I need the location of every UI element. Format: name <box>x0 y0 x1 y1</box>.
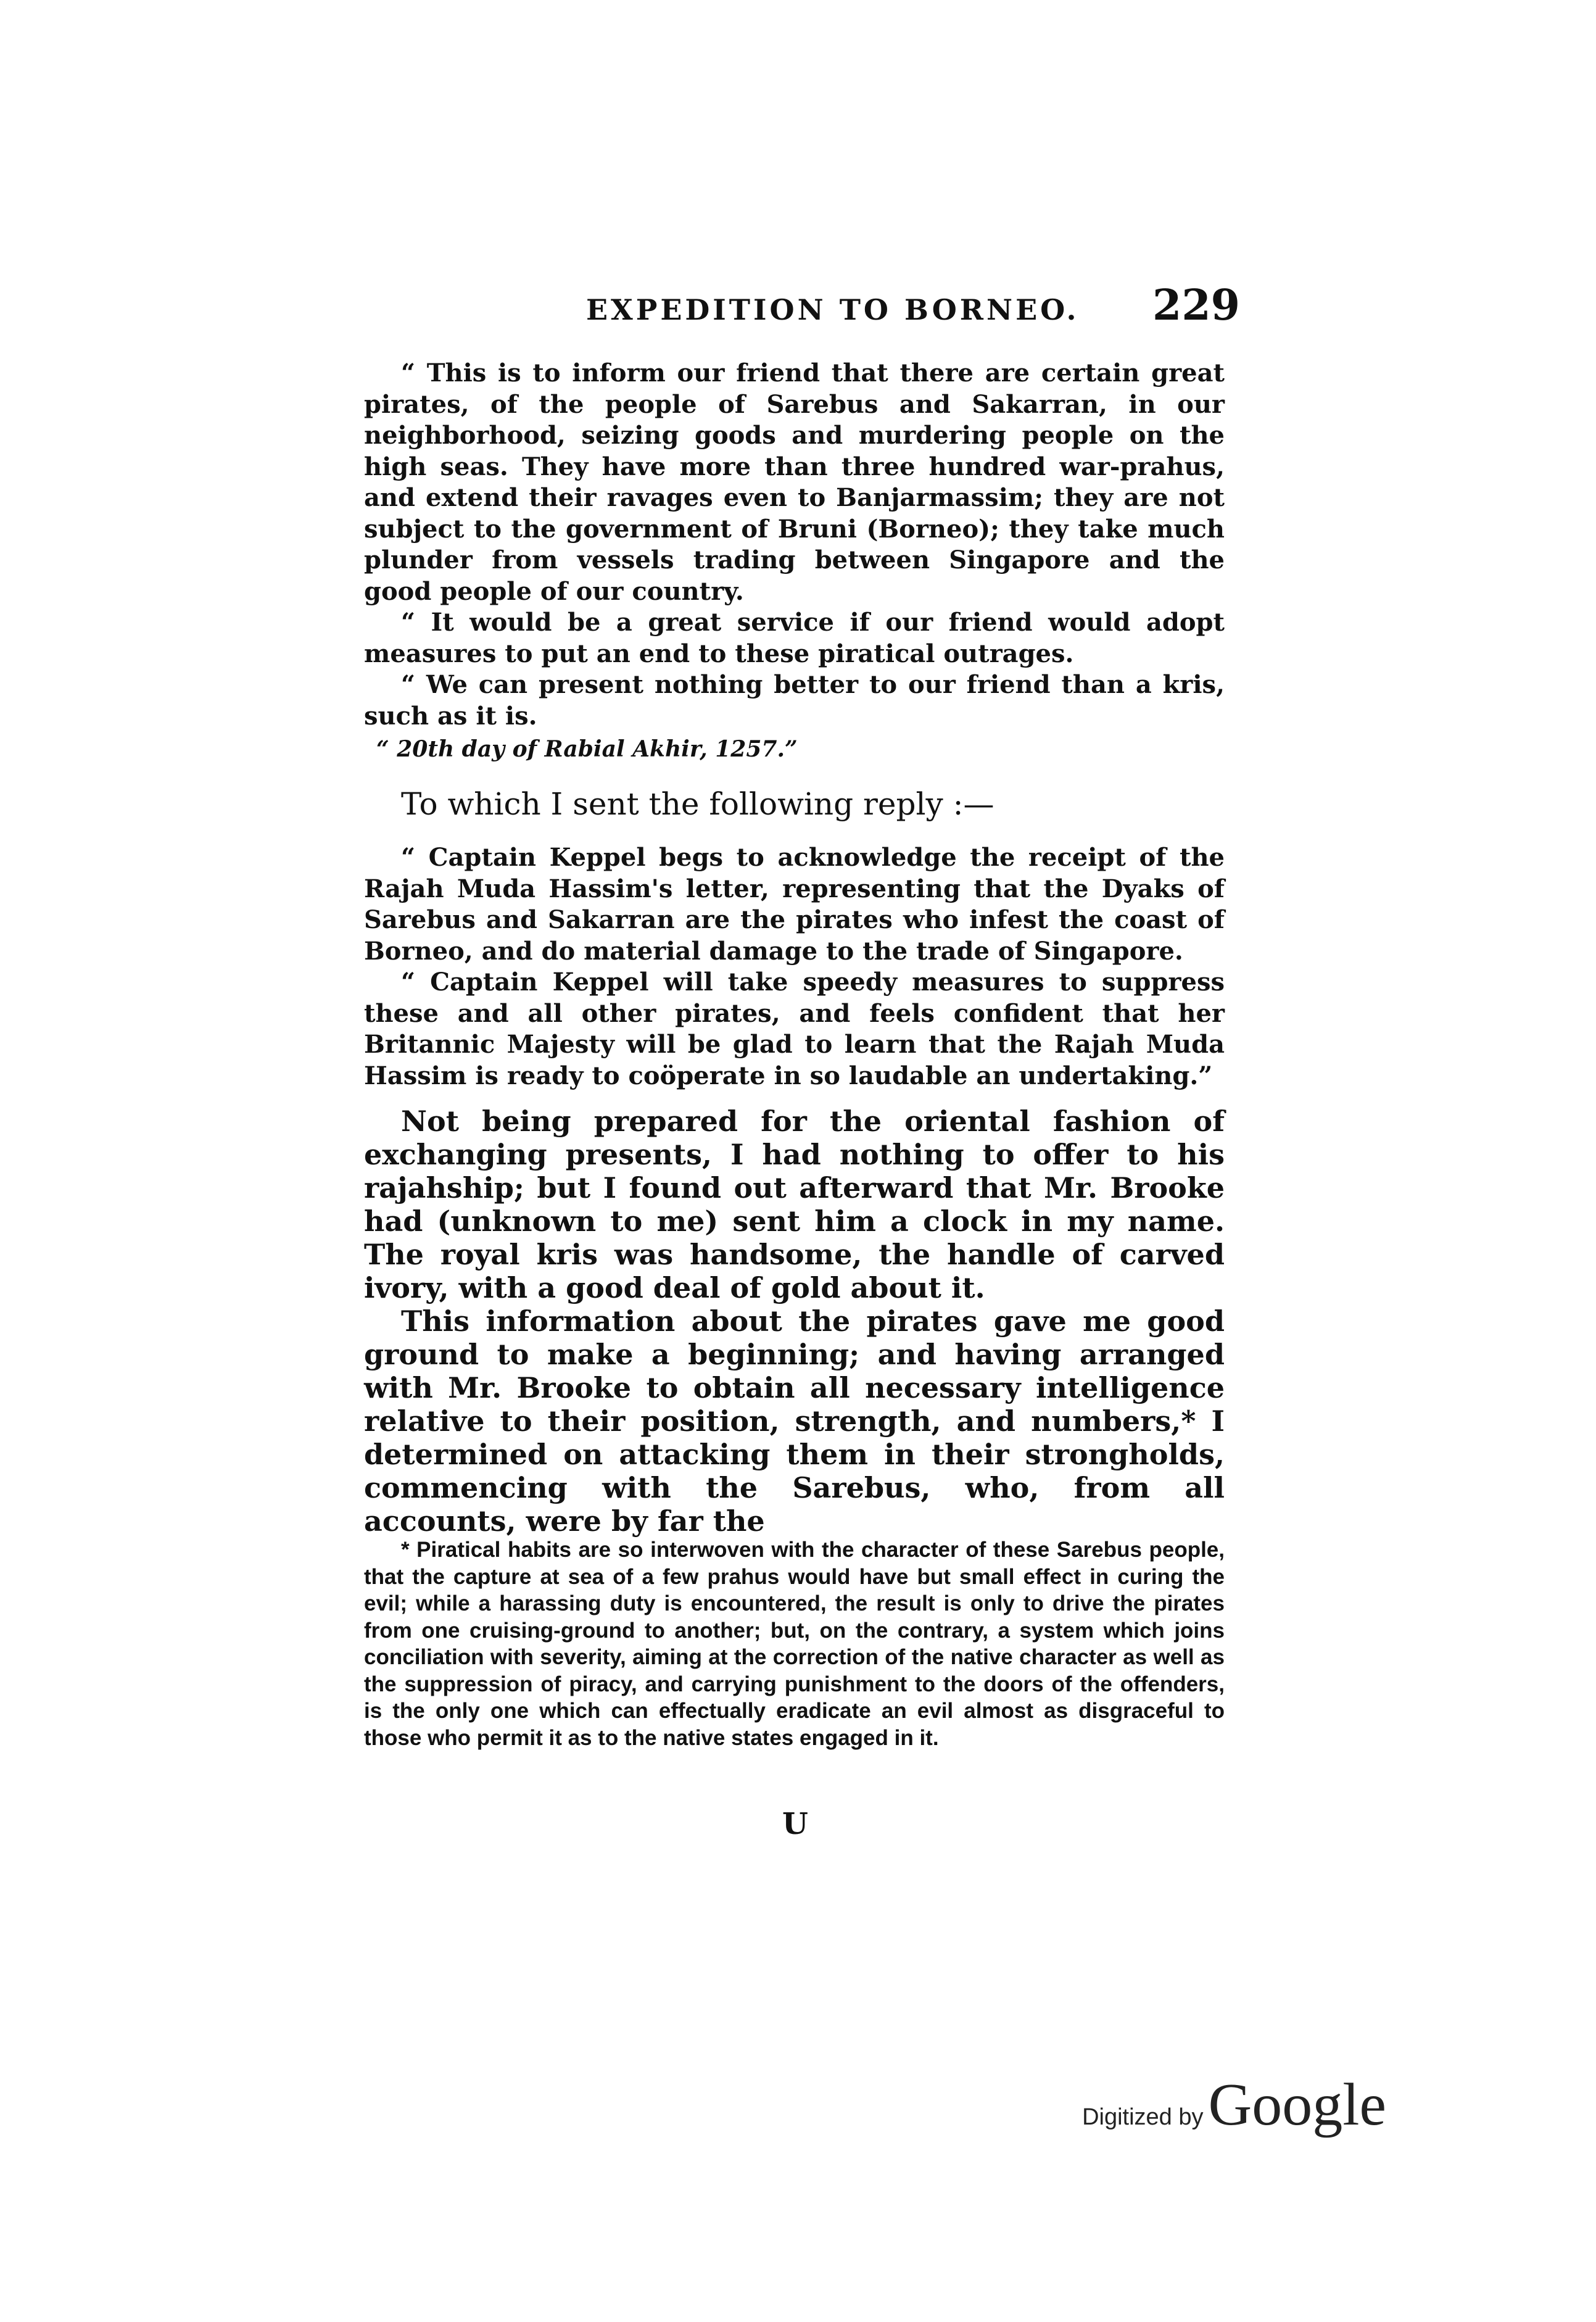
running-head <box>364 281 1240 330</box>
digitized-watermark <box>1082 2070 1386 2139</box>
footnote <box>364 1536 1225 1751</box>
quoted-letter <box>364 358 1225 766</box>
body-text <box>364 1105 1225 1538</box>
watermark-prefix: Digitized by <box>1082 2104 1204 2130</box>
body-paragraph: Not being prepared for the oriental fashion of exchanging presents, I had nothing to offer to his rajahship; but I found out afterward that Mr. Brooke had (unknown to me) sent him a clock in my name. The royal kris was handsome, the handle of carved ivory, with a good deal of gold about it. <box>364 1105 1225 1304</box>
quoted-reply <box>364 842 1225 1092</box>
letter-paragraph: “ It would be a great service if our friend would adopt measures to put an end to these piratical outrages. <box>364 608 1225 668</box>
google-logo: Google <box>1208 2071 1386 2138</box>
reply-intro: To which I sent the following reply :— <box>401 786 994 822</box>
reply-paragraph: “ Captain Keppel begs to acknowledge the receipt of the Rajah Muda Hassim's letter, representing that the Dyaks of Sarebus and Sakarran are the pirates who infest the coast of Borneo, and do material damage to the trade of Singapore. <box>364 843 1225 966</box>
page-number: 229 <box>1152 281 1240 330</box>
letter-date-line: “ 20th day of Rabial Akhir, 1257.” <box>376 736 798 762</box>
footnote-text: * Piratical habits are so interwoven with the character of these Sarebus people, that the capture at sea of a few prahus would have but small effect in curing the evil; while a harassing duty is encountered, the result is only to drive the pirates from one cruising-ground to another; but, on the contrary, a system which joins conciliation with severity, aiming at the correction of the native character as well as the suppression of piracy, and carrying punishment to the doors of the offenders, is the only one which can effectually eradicate an evil almost as disgraceful to those who permit it as to the native states engaged in it. <box>364 1538 1225 1750</box>
signature-mark: U <box>782 1807 808 1841</box>
body-paragraph: This information about the pirates gave me good ground to make a beginning; and having arranged with Mr. Brooke to obtain all necessary intelligence relative to their position, strength, and numbers,* I determined on attacking them in their strongholds, commencing with the Sarebus, who, from all accounts, were by far the <box>364 1304 1225 1538</box>
letter-paragraph: “ This is to inform our friend that there are certain great pirates, of the people of Sarebus and Sakarran, in our neighborhood, seizing goods and murdering people on the high seas. They have more than three hundred war-prahus, and extend their ravages even to Banjarmassim; they are not subject to the government of Bruni (Borneo); they take much plunder from vessels trading between Singapore and the good people of our country. <box>364 359 1225 606</box>
running-title: EXPEDITION TO BORNEO. <box>586 293 1080 326</box>
letter-paragraph: “ We can present nothing better to our friend than a kris, such as it is. <box>364 670 1225 731</box>
reply-paragraph: “ Captain Keppel will take speedy measures to suppress these and all other pirates, and feels confident that her Britannic Majesty will be glad to learn that the Rajah Muda Hassim is ready to coöperate in so laudable an undertaking.” <box>364 968 1225 1090</box>
